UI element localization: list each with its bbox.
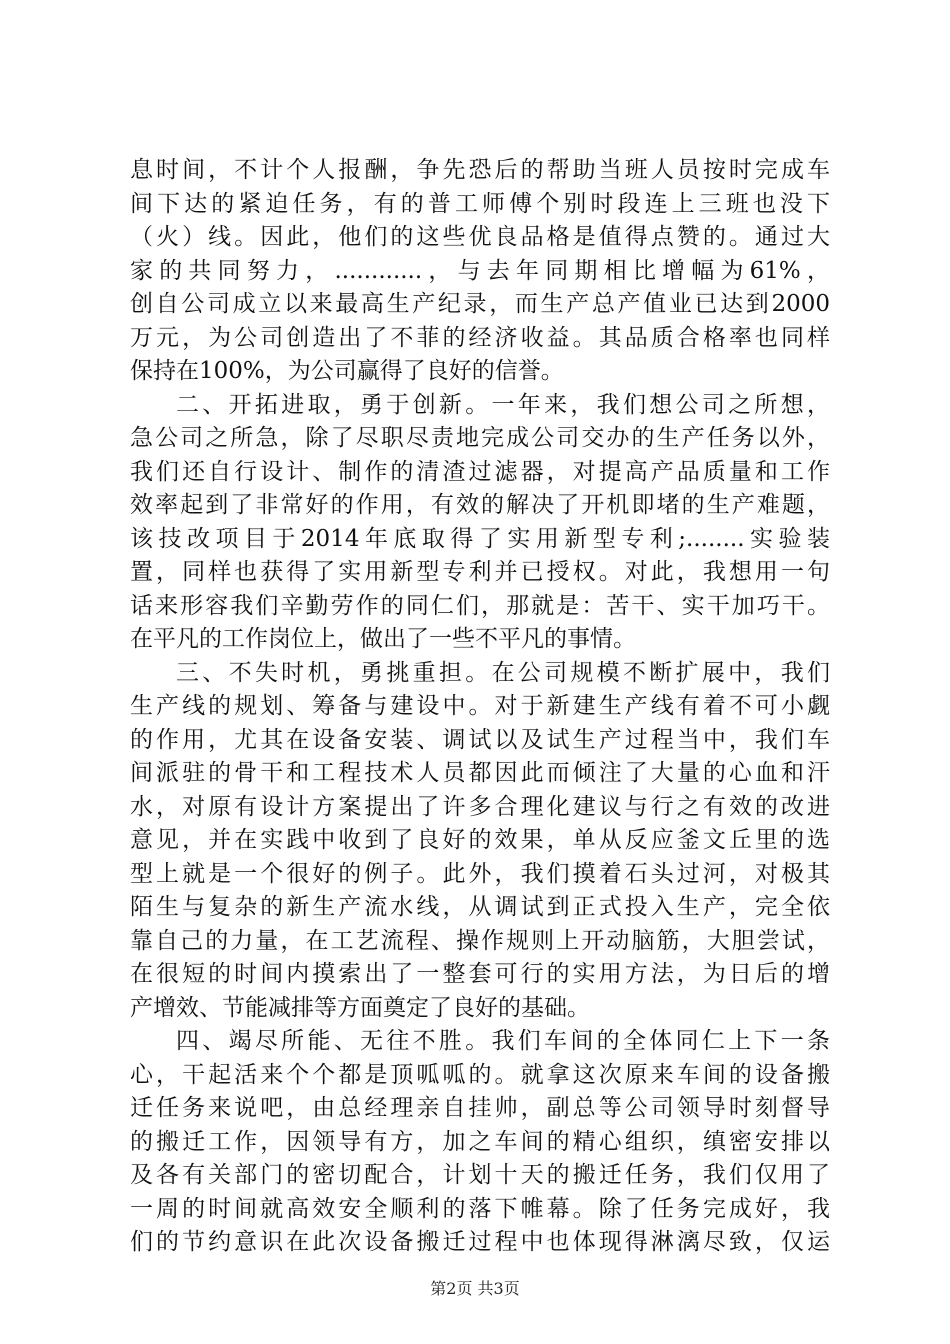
text-line: 迁任务来说吧，由总经理亲自挂帅，副总等公司领导时刻督导 bbox=[130, 1095, 830, 1121]
section-heading-line: 二、开拓进取，勇于创新。一年来，我们想公司之所想， bbox=[176, 391, 830, 418]
text-line: 该技改项目于2014年底取得了实用新型专利;........实验装 bbox=[130, 525, 830, 552]
text-line: 效率起到了非常好的作用，有效的解决了开机即堵的生产难题， bbox=[130, 492, 830, 518]
text-line: 型上就是一个很好的例子。此外，我们摸着石头过河，对极其 bbox=[130, 860, 830, 887]
text-line: 们的节约意识在此次设备搬迁过程中也体现得淋漓尽致，仅运 bbox=[130, 1229, 830, 1255]
text-line: 息时间，不计个人报酬，争先恐后的帮助当班人员按时完成车 bbox=[130, 157, 830, 183]
text-line: 心，干起活来个个都是顶呱呱的。就拿这次原来车间的设备搬 bbox=[130, 1061, 830, 1088]
text-line: 急公司之所急，除了尽职尽责地完成公司交办的生产任务以外， bbox=[130, 425, 830, 451]
text-line: 陌生与复杂的新生产流水线，从调试到正式投入生产，完全依 bbox=[130, 894, 830, 920]
text-line: （火）线。因此，他们的这些优良品格是值得点赞的。通过大 bbox=[130, 224, 830, 250]
text-line: 的搬迁工作，因领导有方，加之车间的精心组织，缜密安排以 bbox=[130, 1128, 830, 1155]
text-line: 意见，并在实践中收到了良好的效果，单从反应釜文丘里的选 bbox=[130, 827, 830, 853]
section-heading-line: 四、竭尽所能、无往不胜。我们车间的全体同仁上下一条 bbox=[176, 1028, 830, 1054]
text-line: 生产线的规划、筹备与建设中。对于新建生产线有着不可小觑 bbox=[130, 693, 830, 719]
section-heading-line: 三、不失时机，勇挑重担。在公司规模不断扩展中，我们 bbox=[176, 659, 830, 686]
text-line: 及各有关部门的密切配合，计划十天的搬迁任务，我们仅用了 bbox=[130, 1162, 830, 1188]
text-line: 产增效、节能减排等方面奠定了良好的基础。 bbox=[130, 994, 590, 1021]
text-line: 水，对原有设计方案提出了许多合理化建议与行之有效的改进 bbox=[130, 793, 830, 820]
text-line: 保持在100%，为公司赢得了良好的信誉。 bbox=[130, 358, 564, 384]
text-line: 我们还自行设计、制作的清渣过滤器，对提高产品质量和工作 bbox=[130, 458, 830, 485]
text-line: 置，同样也获得了实用新型专利并已授权。对此，我想用一句 bbox=[130, 559, 830, 585]
text-line: 话来形容我们辛勤劳作的同仁们，那就是：苦干、实干加巧干。 bbox=[130, 592, 830, 619]
text-line: 的作用，尤其在设备安装、调试以及试生产过程当中，我们车 bbox=[130, 726, 830, 753]
text-line: 家的共同努力，............，与去年同期相比增幅为61%， bbox=[130, 257, 830, 284]
page-footer: 第2页 共3页 bbox=[430, 1279, 520, 1298]
document-body bbox=[130, 154, 830, 1260]
text-line: 靠自己的力量，在工艺流程、操作规则上开动脑筋，大胆尝试， bbox=[130, 927, 830, 954]
text-line: 间派驻的骨干和工程技术人员都因此而倾注了大量的心血和汗 bbox=[130, 760, 830, 786]
text-line: 创自公司成立以来最高生产纪录，而生产总产值业已达到2000 bbox=[130, 291, 830, 317]
text-line: 间下达的紧迫任务，有的普工师傅个别时段连上三班也没下 bbox=[130, 190, 830, 217]
text-line: 万元，为公司创造出了不菲的经济收益。其品质合格率也同样 bbox=[130, 324, 830, 351]
text-line: 一周的时间就高效安全顺利的落下帷幕。除了任务完成好，我 bbox=[130, 1195, 830, 1222]
text-line: 在很短的时间内摸索出了一整套可行的实用方法，为日后的增 bbox=[130, 961, 830, 987]
text-line: 在平凡的工作岗位上，做出了一些不平凡的事情。 bbox=[130, 626, 636, 652]
